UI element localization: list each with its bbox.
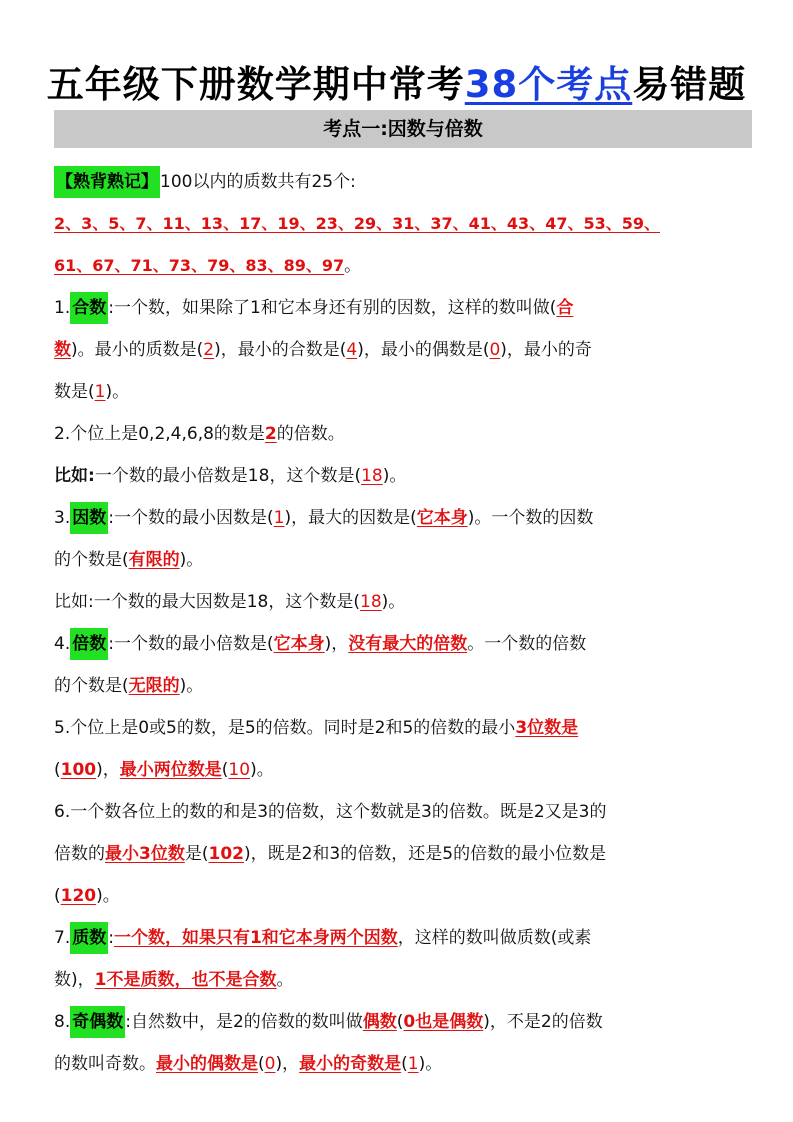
item-6-line-3	[54, 875, 754, 917]
memorize-tag: 【熟背熟记】	[54, 166, 160, 198]
answer: 3位数是	[515, 718, 579, 738]
answer: 合	[556, 298, 574, 318]
answer: 有限的	[128, 550, 180, 570]
item-7-line-2	[54, 959, 754, 1001]
item-text: :一个数，如果除了1和它本身还有别的因数，这样的数叫做(	[108, 298, 557, 318]
answer: 18	[361, 466, 383, 486]
item-text: )，最大的因数是(	[284, 508, 417, 528]
answer: 没有最大的倍数	[348, 634, 468, 654]
item-text: (	[396, 1012, 404, 1032]
item-number: 8.	[54, 1012, 71, 1032]
item-text: )。	[250, 760, 274, 780]
answer: 数	[54, 340, 71, 360]
answer: 1	[407, 1054, 419, 1074]
item-text: (	[258, 1054, 265, 1074]
keyword-tag: 质数	[70, 922, 108, 954]
item-text: )。	[179, 676, 204, 696]
item-text: 一个数的最小倍数是18，这个数是(	[94, 466, 362, 486]
answer: 10	[228, 760, 251, 780]
answer: 102	[208, 844, 244, 864]
item-1-line-2	[54, 329, 754, 371]
item-text: (	[54, 886, 61, 906]
item-6-line-1	[54, 791, 754, 833]
item-text: 。	[276, 970, 294, 990]
title-highlight: 38个考点	[464, 63, 633, 106]
item-text: )。一个数的因数	[467, 508, 594, 528]
item-5-line-1	[54, 707, 754, 749]
keyword-tag: 合数	[70, 292, 108, 324]
item-text: 倍数的	[54, 844, 105, 864]
page-title	[0, 54, 793, 108]
answer: 无限的	[128, 676, 180, 696]
item-3-line-1	[54, 497, 754, 539]
answer: 1	[273, 508, 285, 528]
item-text: :一个数的最小因数是(	[108, 508, 274, 528]
item-text: 比如:一个数的最大因数是18，这个数是(	[54, 592, 360, 612]
item-text: (	[401, 1054, 408, 1074]
item-7-line-1	[54, 917, 754, 959]
item-text: )。	[96, 886, 120, 906]
item-text: :	[108, 928, 114, 948]
item-text: :一个数的最小倍数是(	[108, 634, 274, 654]
answer: 最小3位数	[105, 844, 185, 864]
item-number: 4.	[54, 634, 71, 654]
item-5-line-2	[54, 749, 754, 791]
item-text: (	[221, 760, 229, 780]
item-text: 的数叫奇数。	[54, 1054, 156, 1074]
item-text: )。	[105, 382, 130, 402]
answer: 它本身	[273, 634, 325, 654]
item-text: ，这样的数叫做质数(或素	[397, 928, 592, 948]
primes-line-1	[54, 203, 754, 245]
answer: 120	[60, 886, 97, 906]
item-text: 。一个数的倍数	[467, 634, 587, 654]
item-text: )，不是2的倍数	[483, 1012, 603, 1032]
item-text: )。	[381, 592, 406, 612]
example-label: 比如:	[54, 466, 95, 486]
example-2-line	[54, 581, 754, 623]
title-main: 五年级下册数学期中常考	[46, 63, 465, 106]
item-4-line-2	[54, 665, 754, 707]
answer: 4	[346, 340, 358, 360]
answer: 2	[203, 340, 215, 360]
item-text: 的倍数。	[276, 424, 345, 444]
item-text: )，	[96, 760, 120, 780]
answer: 一个数，如果只有1和它本身两个因数	[113, 928, 398, 948]
title-suffix: 易错题	[632, 63, 747, 106]
item-number: 7.	[54, 928, 71, 948]
answer: 最小的奇数是	[299, 1054, 402, 1074]
keyword-tag: 倍数	[70, 628, 108, 660]
item-text: )，最小的偶数是(	[357, 340, 490, 360]
answer: 偶数	[362, 1012, 397, 1032]
answer: 它本身	[416, 508, 468, 528]
item-text: )。	[418, 1054, 443, 1074]
item-text: 的个数是(	[54, 676, 129, 696]
item-text: )。最小的质数是(	[71, 340, 204, 360]
item-text: 是(	[184, 844, 209, 864]
item-6-line-2	[54, 833, 754, 875]
item-text: )，	[324, 634, 349, 654]
item-text: 5.个位上是0或5的数，是5的倍数。同时是2和5的倍数的最小	[54, 718, 516, 738]
item-text: )。	[382, 466, 407, 486]
content-body	[54, 161, 754, 1085]
item-8-line-2	[54, 1043, 754, 1085]
primes-end: 。	[344, 256, 362, 276]
answer: 18	[360, 592, 382, 612]
section-header: 考点一:因数与倍数	[54, 110, 752, 148]
answer: 最小两位数是	[119, 760, 222, 780]
item-2-line-1	[54, 413, 754, 455]
keyword-tag: 因数	[70, 502, 108, 534]
item-text: 的个数是(	[54, 550, 129, 570]
item-text: 2.个位上是0,2,4,6,8的数是	[54, 424, 265, 444]
item-number: 3.	[54, 508, 71, 528]
answer: 1不是质数，也不是合数	[94, 970, 277, 990]
example-1-line	[54, 455, 754, 497]
item-text: 数是(	[54, 382, 95, 402]
item-1-line-3	[54, 371, 754, 413]
item-number: 1.	[54, 298, 71, 318]
item-text: 6.一个数各位上的数的和是3的倍数，这个数就是3的倍数。既是2又是3的	[54, 802, 607, 822]
answer: 0	[264, 1054, 276, 1074]
item-text: )，最小的奇	[500, 340, 592, 360]
item-4-line-1	[54, 623, 754, 665]
intro-text: 100以内的质数共有25个:	[160, 172, 356, 192]
answer: 0也是偶数	[403, 1012, 484, 1032]
item-text: )。	[179, 550, 204, 570]
item-text: 数)，	[54, 970, 95, 990]
answer: 1	[94, 382, 106, 402]
keyword-tag: 奇偶数	[70, 1006, 125, 1038]
item-1-line-1	[54, 287, 754, 329]
item-8-line-1	[54, 1001, 754, 1043]
answer: 2	[264, 424, 277, 444]
item-text: :自然数中，是2的倍数的数叫做	[125, 1012, 363, 1032]
primes-line-2	[54, 245, 754, 287]
primes-list-1: 2、3、5、7、11、13、17、19、23、29、31、37、41、43、47、53、59、	[54, 214, 660, 233]
item-text: )，	[275, 1054, 300, 1074]
item-3-line-2	[54, 539, 754, 581]
item-text: (	[54, 760, 61, 780]
answer: 100	[60, 760, 97, 780]
intro-line	[54, 161, 754, 203]
primes-list-2: 61、67、71、73、79、83、89、97	[54, 256, 345, 275]
answer: 0	[489, 340, 501, 360]
item-text: )，既是2和3的倍数，还是5的倍数的最小位数是	[243, 844, 607, 864]
answer: 最小的偶数是	[156, 1054, 258, 1074]
item-text: )，最小的合数是(	[214, 340, 347, 360]
